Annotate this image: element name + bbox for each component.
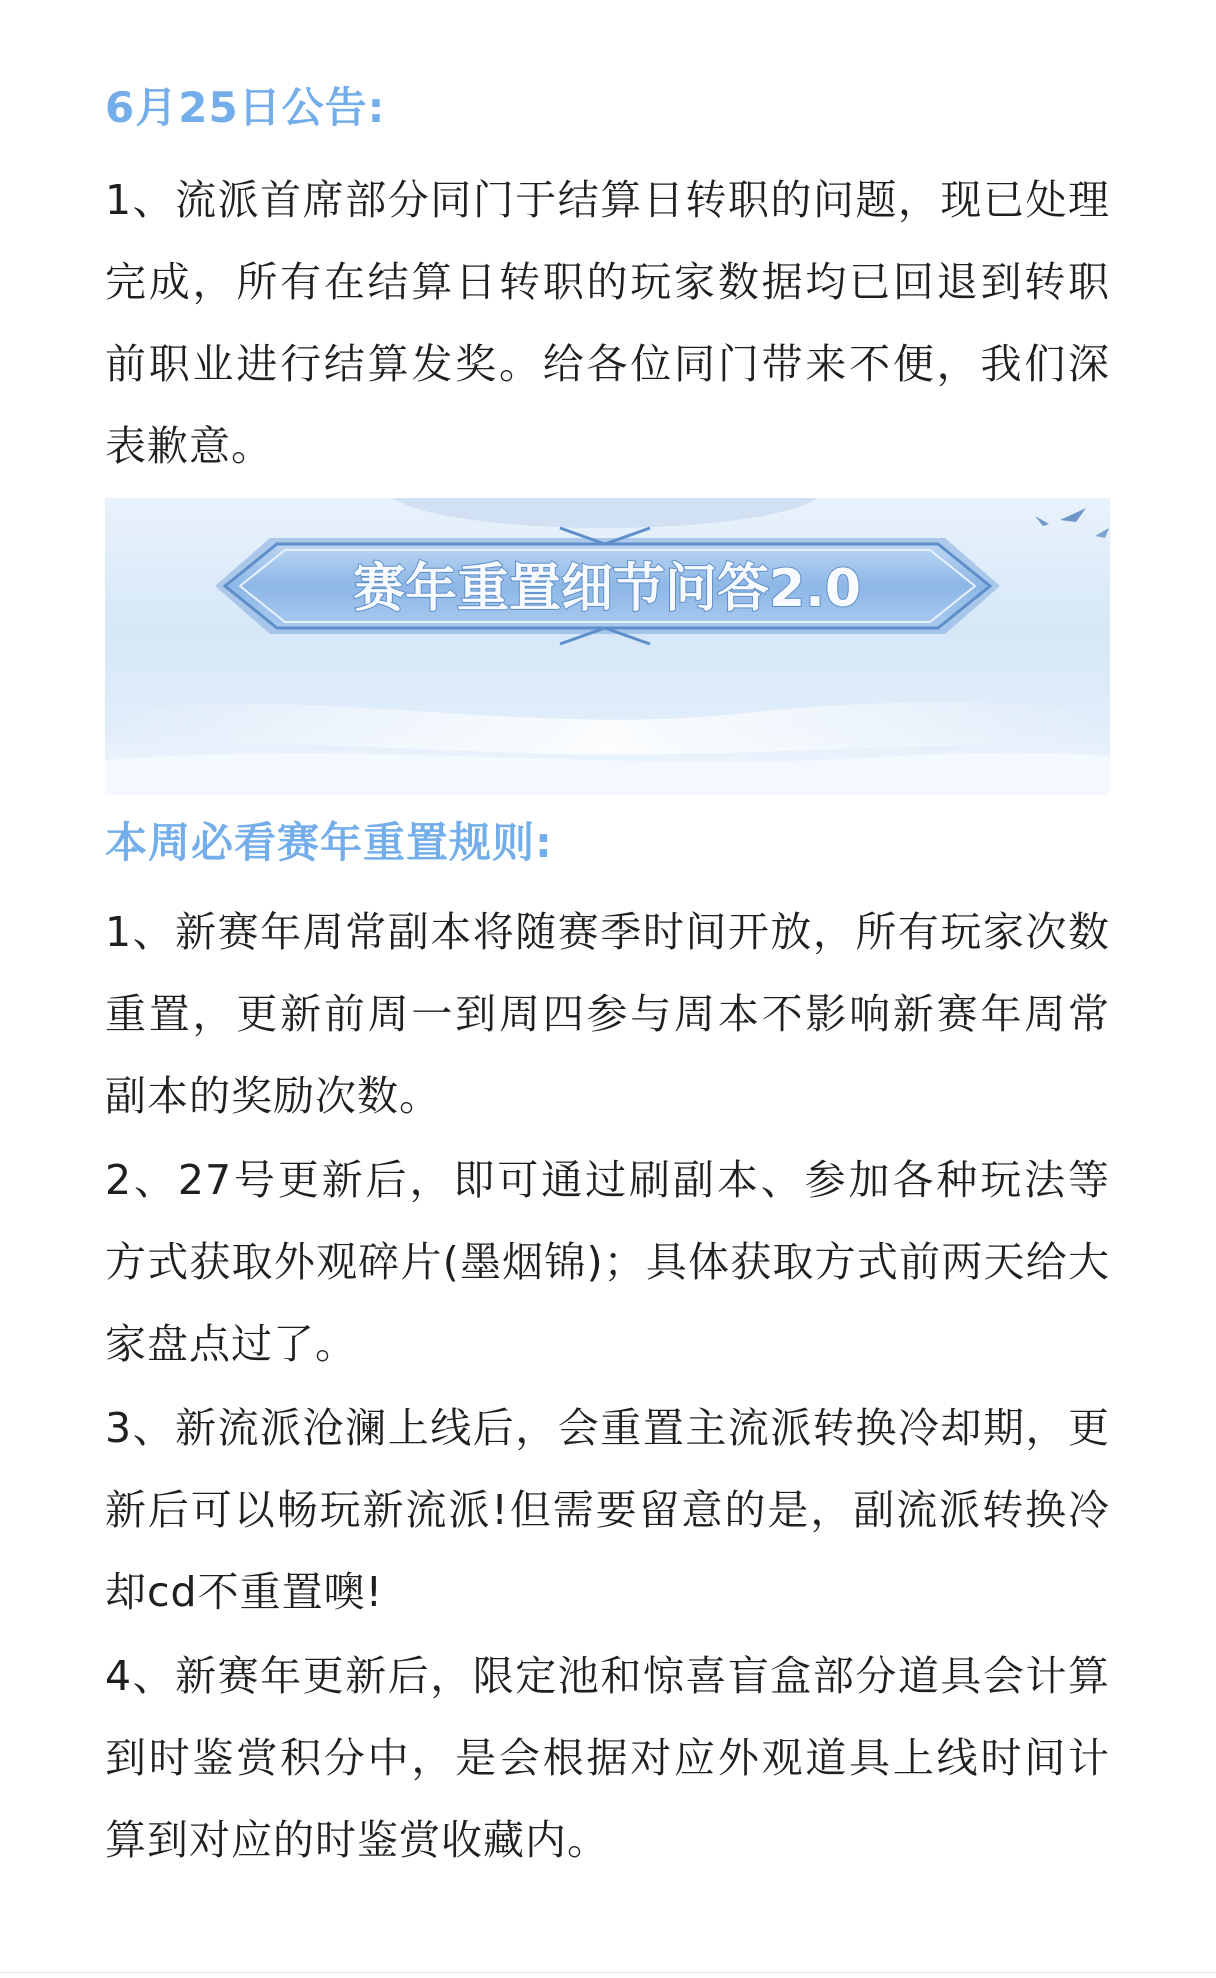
page-bottom-divider <box>0 1972 1216 1973</box>
announcement-paragraph: 1、流派首席部分同门于结算日转职的问题，现已处理完成，所有在结算日转职的玩家数据均已回退到转职前职业进行结算发奖。给各位同门带来不便，我们深表歉意。 <box>105 176 1110 470</box>
banner-image <box>105 498 1110 795</box>
rule-item-1: 1、新赛年周常副本将随赛季时间开放，所有玩家次数重置，更新前周一到周四参与周本不影响新赛年周常副本的奖励次数。 <box>105 908 1110 1120</box>
rule-item-2: 2、27号更新后，即可通过刷副本、参加各种玩法等方式获取外观碎片(墨烟锦)；具体获取方式前两天给大家盘点过了。 <box>105 1156 1110 1368</box>
rule-item-4: 4、新赛年更新后，限定池和惊喜盲盒部分道具会计算到时鉴赏积分中，是会根据对应外观道具上线时间计算到对应的时鉴赏收藏内。 <box>105 1652 1110 1864</box>
announcement-heading: 6月25日公告: <box>105 83 386 132</box>
rules-list <box>105 891 1110 1883</box>
rules-heading: 本周必看赛年重置规则: <box>105 818 553 867</box>
banner-title: 赛年重置细节问答2.0 <box>352 559 862 619</box>
rule-item-3: 3、新流派沧澜上线后，会重置主流派转换冷却期，更新后可以畅玩新流派!但需要留意的是，副流派转换冷却cd不重置噢! <box>105 1404 1110 1616</box>
